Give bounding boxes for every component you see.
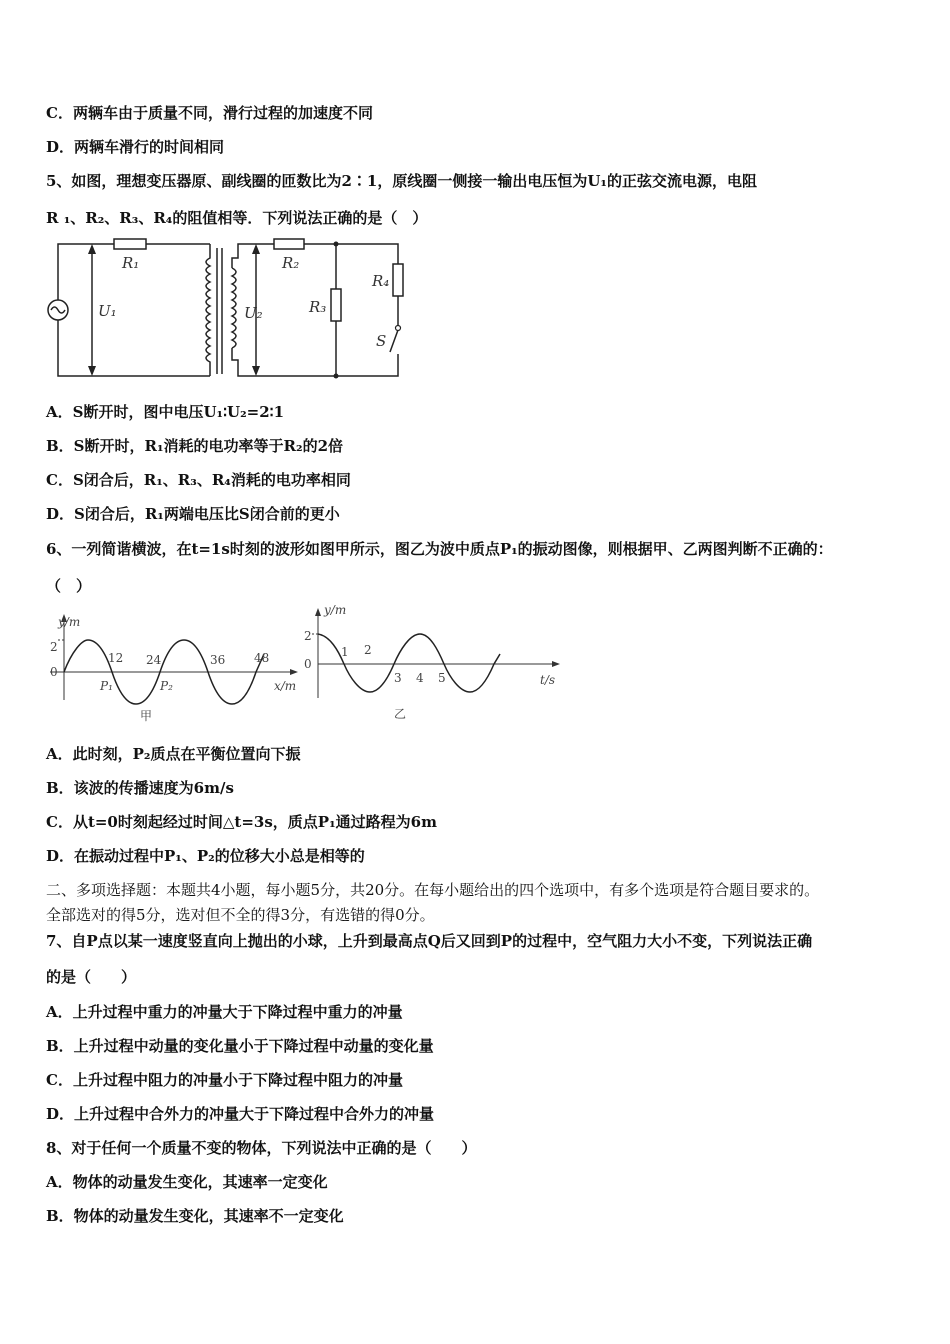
section2-heading-2: 全部选对的得5分，选对但不全的得3分，有选错的得0分。	[46, 906, 435, 924]
q7-option-c: C．上升过程中阻力的冲量小于下降过程中阻力的冲量	[46, 1071, 403, 1089]
jia-p2: P₂	[160, 679, 173, 693]
q4-option-c: C．两辆车由于质量不同，滑行过程的加速度不同	[46, 104, 373, 122]
yi-tick-4: 4	[416, 671, 424, 685]
jia-xlabel: x/m	[274, 679, 297, 693]
yi-tick-y0: 0	[304, 657, 312, 671]
yi-tick-2: 2	[364, 643, 372, 657]
q6-stem-1: 6、一列简谐横波，在t=1s时刻的波形如图甲所示，图乙为波中质点P₁的振动图像，则根据甲、乙两图判断不正确的：	[46, 540, 833, 558]
jia-caption: 甲	[140, 709, 153, 723]
label-u1: U₁	[98, 302, 117, 320]
q8-option-b: B．物体的动量发生变化，其速率不一定变化	[46, 1207, 344, 1225]
q5-stem-2: R ₁、R₂、R₃、R₄的阻值相等．下列说法正确的是（ ）	[46, 209, 428, 227]
label-r1: R₁	[122, 254, 140, 272]
label-switch-s: S	[376, 332, 387, 350]
q6-option-d: D．在振动过程中P₁、P₂的位移大小总是相等的	[46, 847, 365, 865]
yi-tick-y2: 2	[304, 629, 312, 643]
jia-tick-12: 12	[108, 651, 124, 665]
q6-option-b: B．该波的传播速度为6m/s	[46, 779, 234, 797]
jia-tick-y0: 0	[50, 665, 58, 679]
q5-option-a: A．S断开时，图中电压U₁∶U₂=2∶1	[46, 403, 285, 421]
yi-xlabel: t/s	[540, 673, 556, 687]
label-r3: R₃	[309, 298, 327, 316]
jia-tick-24: 24	[146, 653, 162, 667]
label-r2: R₂	[282, 254, 300, 272]
transformer-circuit-diagram	[44, 234, 414, 382]
q5-option-d: D．S闭合后，R₁两端电压比S闭合前的更小	[46, 505, 340, 523]
q7-option-a: A．上升过程中重力的冲量大于下降过程中重力的冲量	[46, 1003, 403, 1021]
wave-graph-jia	[40, 604, 302, 726]
q8-stem: 8、对于任何一个质量不变的物体，下列说法中正确的是（ ）	[46, 1139, 477, 1157]
q8-option-a: A．物体的动量发生变化，其速率一定变化	[46, 1173, 328, 1191]
q7-stem-1: 7、自P点以某一速度竖直向上抛出的小球，上升到最高点Q后又回到P的过程中，空气阻力大小不变，下列说法正确	[46, 932, 813, 950]
q6-stem-2: （ ）	[46, 577, 92, 595]
q5-option-b: B．S断开时，R₁消耗的电功率等于R₂的2倍	[46, 437, 344, 455]
jia-tick-y2: 2	[50, 640, 58, 654]
vibration-graph-yi	[298, 600, 564, 724]
yi-tick-1: 1	[341, 645, 349, 659]
jia-p1: P₁	[100, 679, 113, 693]
section2-heading-1: 二、多项选择题：本题共4小题，每小题5分，共20分。在每小题给出的四个选项中，有多个选项是符合题目要求的。	[46, 881, 820, 899]
q7-option-b: B．上升过程中动量的变化量小于下降过程中动量的变化量	[46, 1037, 434, 1055]
jia-ylabel: y/m	[58, 615, 81, 629]
q6-option-c: C．从t=0时刻起经过时间△t=3s，质点P₁通过路程为6m	[46, 813, 437, 831]
q5-option-c: C．S闭合后，R₁、R₃、R₄消耗的电功率相同	[46, 471, 351, 489]
q7-stem-2: 的是（ ）	[46, 968, 137, 986]
q7-option-d: D．上升过程中合外力的冲量大于下降过程中合外力的冲量	[46, 1105, 435, 1123]
yi-tick-3: 3	[394, 671, 402, 685]
yi-tick-5: 5	[438, 671, 446, 685]
jia-tick-48: 48	[254, 651, 270, 665]
yi-ylabel: y/m	[324, 603, 347, 617]
label-r4: R₄	[372, 272, 390, 290]
q6-option-a: A．此时刻，P₂质点在平衡位置向下振	[46, 745, 301, 763]
yi-caption: 乙	[394, 707, 407, 721]
label-u2: U₂	[244, 304, 263, 322]
q4-option-d: D．两辆车滑行的时间相同	[46, 138, 225, 156]
jia-tick-36: 36	[210, 653, 226, 667]
q5-stem-1: 5、如图，理想变压器原、副线圈的匝数比为2∶1，原线圈一侧接一输出电压恒为U₁的正弦交流电源，电阻	[46, 172, 757, 190]
